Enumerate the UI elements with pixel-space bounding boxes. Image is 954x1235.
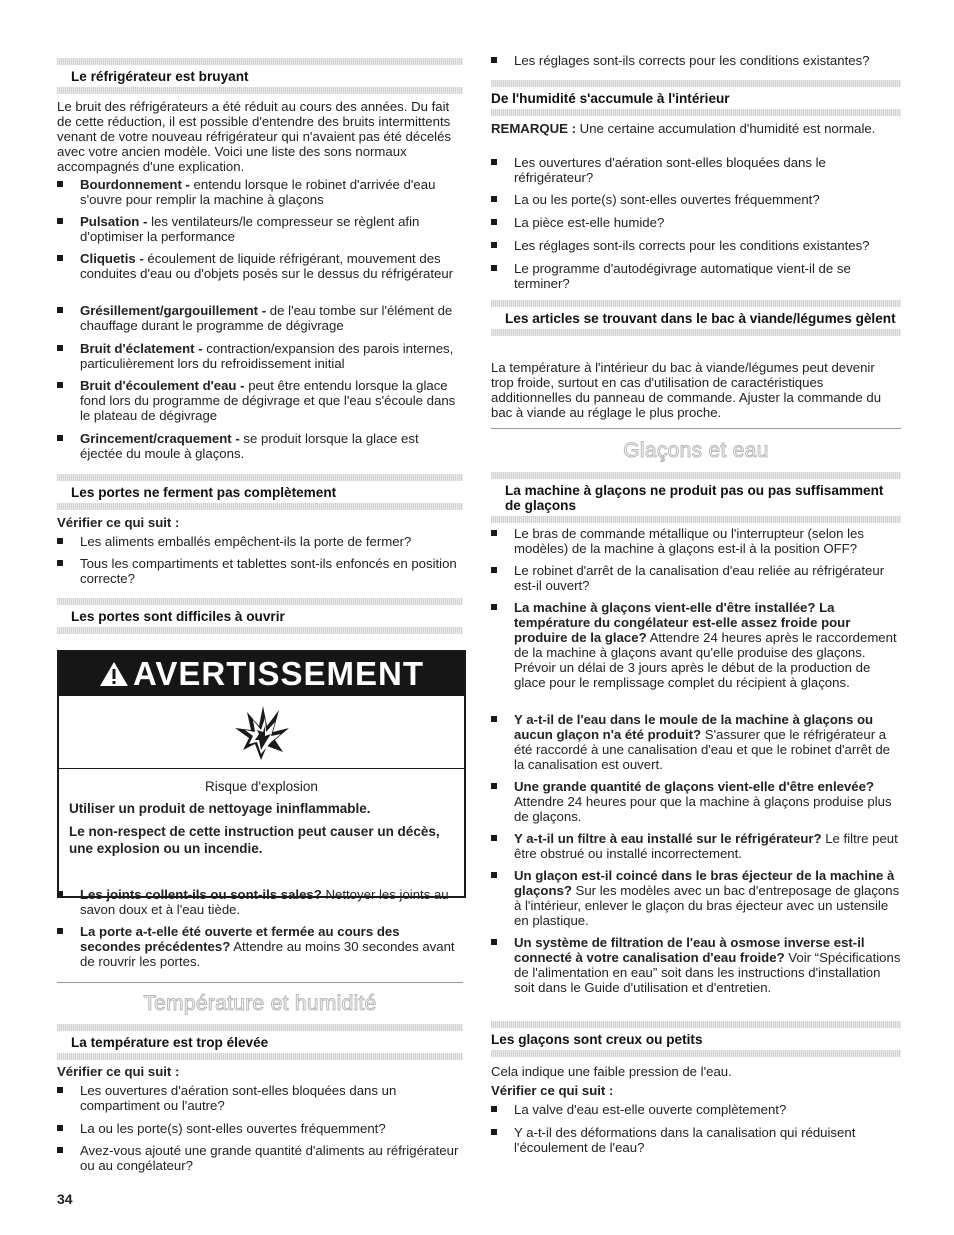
humidity-heading: De l'humidité s'accumule à l'intérieur xyxy=(491,80,901,116)
list-item: Un glaçon est-il coincé dans le bras éjecteur de la machine à glaçons? Sur les modèles avec un bac d'entreposage de glaçons à l'intérieur, enlever le glaçon du bras éjecteur avec un ustensile en plastique. xyxy=(491,868,901,928)
doors-hard-to-open-heading: Les portes sont difficiles à ouvrir xyxy=(57,598,463,634)
list-item: La pièce est-elle humide? xyxy=(491,215,901,230)
list-item: Cliquetis - écoulement de liquide réfrigérant, mouvement des conduites d'eau ou d'objets posés sur le dessus du réfrigérateur xyxy=(57,251,463,281)
list-item: Y a-t-il des déformations dans la canalisation qui réduisent l'écoulement de l'eau? xyxy=(491,1125,901,1155)
list-item: Une grande quantité de glaçons vient-elle d'être enlevée? Attendre 24 heures pour que la machine à glaçons produise plus de glaçons. xyxy=(491,779,901,824)
list-item: Le programme d'autodégivrage automatique vient-il de se terminer? xyxy=(491,261,901,291)
list-item: Grincement/craquement - se produit lorsque la glace est éjectée du moule à glaçons. xyxy=(57,431,463,461)
list-item: La porte a-t-elle été ouverte et fermée au cours des secondes précédentes? Attendre au moins 30 secondes avant de rouvrir les portes. xyxy=(57,924,463,969)
list-item: Pulsation - les ventilateurs/le compresseur se règlent afin d'optimiser la performance xyxy=(57,214,463,244)
list-item: Les ouvertures d'aération sont-elles bloquées dans le réfrigérateur? xyxy=(491,155,901,185)
explosion-symbol-area xyxy=(59,696,464,769)
list-item: Y a-t-il un filtre à eau installé sur le réfrigérateur? Le filtre peut être obstrué ou installé incorrectement. xyxy=(491,831,901,861)
section-title-ice: Glaçons et eau xyxy=(623,439,769,462)
heading-text: Le réfrigérateur est bruyant xyxy=(71,69,249,84)
list-item: Bourdonnement - entendu lorsque le robinet d'arrivée d'eau s'ouvre pour remplir la machine à glaçons xyxy=(57,177,463,207)
warning-line-1: Utiliser un produit de nettoyage ininflammable. xyxy=(69,801,371,816)
check-label: Vérifier ce qui suit : xyxy=(57,515,180,530)
ice-maker-heading: La machine à glaçons ne produit pas ou pas suffisamment de glaçons xyxy=(491,472,901,523)
warning-line-2: Le non-respect de cette instruction peut causer un décès, une explosion ou un incendie. xyxy=(69,824,440,856)
check-label: Vérifier ce qui suit : xyxy=(57,1064,180,1079)
list-item: Tous les compartiments et tablettes sont-ils enfoncés en position correcte? xyxy=(57,556,463,586)
divider xyxy=(57,982,463,983)
explosion-icon xyxy=(231,704,291,764)
list-item: La valve d'eau est-elle ouverte complètement? xyxy=(491,1102,901,1117)
warning-banner-text: AVERTISSEMENT xyxy=(132,655,425,692)
hollow-ice-text: Cela indique une faible pression de l'eau. xyxy=(491,1064,732,1079)
doors-not-closing-heading: Les portes ne ferment pas complètement xyxy=(57,474,463,510)
list-item: Les joints collent-ils ou sont-ils sales? Nettoyer les joints au savon doux et à l'eau tiède. xyxy=(57,887,463,917)
list-item: Les réglages sont-ils corrects pour les conditions existantes? xyxy=(491,53,901,68)
hollow-ice-heading: Les glaçons sont creux ou petits xyxy=(491,1021,901,1057)
list-item: Le robinet d'arrêt de la canalisation d'eau reliée au réfrigérateur est-il ouvert? xyxy=(491,563,901,593)
warning-box xyxy=(57,650,466,898)
warning-triangle-icon xyxy=(99,652,129,696)
list-item: Les réglages sont-ils corrects pour les conditions existantes? xyxy=(491,238,901,253)
section-title-temperature: Température et humidité xyxy=(143,992,377,1015)
list-item: La machine à glaçons vient-elle d'être installée? La température du congélateur est-elle assez froide pour produire de la glace? Attendre 24 heures après le raccordement de la machine à glaçons avant qu'elle produise des glaçons. Prévoir un délai de 3 jours après le début de la production de glace pour le remplissage complet du récipient à glaçons. xyxy=(491,600,901,690)
list-item: La ou les porte(s) sont-elles ouvertes fréquemment? xyxy=(57,1121,463,1136)
freezing-drawer-heading: Les articles se trouvant dans le bac à viande/légumes gèlent xyxy=(491,300,901,336)
list-item: Le bras de commande métallique ou l'interrupteur (selon les modèles) de la machine à glaçons est-il à la position OFF? xyxy=(491,526,901,556)
list-item: La ou les porte(s) sont-elles ouvertes fréquemment? xyxy=(491,192,901,207)
check-label: Vérifier ce qui suit : xyxy=(491,1083,614,1098)
list-item: Grésillement/gargouillement - de l'eau tombe sur l'élément de chauffage durant le programme de dégivrage xyxy=(57,303,463,333)
remark-text: REMARQUE : Une certaine accumulation d'humidité est normale. xyxy=(491,121,876,136)
list-item: Les ouvertures d'aération sont-elles bloquées dans un compartiment ou l'autre? xyxy=(57,1083,463,1113)
page-number: 34 xyxy=(57,1191,73,1207)
list-item: Un système de filtration de l'eau à osmose inverse est-il connecté à votre canalisation d'eau froide? Voir “Spécifications de l'alimentation en eau” soit dans les instructions d'installation soit dans le Guide d'utilisation et d'entretien. xyxy=(491,935,901,995)
noisy-intro-text: Le bruit des réfrigérateurs a été réduit au cours des années. Du fait de cette réduction, il est possible d'entendre des bruits intermittents venant de votre nouveau réfrigérateur qui n'avaient pas été décelés avec votre ancien modèle. Voici une liste des sons normaux accompagnés d'une explication. xyxy=(57,99,452,174)
divider xyxy=(491,428,901,429)
warning-banner xyxy=(59,652,464,696)
list-item: Les aliments emballés empêchent-ils la porte de fermer? xyxy=(57,534,463,549)
freezing-drawer-text: La température à l'intérieur du bac à viande/légumes peut devenir trop froide, surtout en cas d'utilisation de caractéristiques additionnelles du panneau de commande. Ajuster la commande du bac à viande au réglage le plus proche. xyxy=(491,360,882,420)
list-item: Bruit d'éclatement - contraction/expansion des parois internes, particulièrement lors du refroidissement initial xyxy=(57,341,463,371)
list-item: Bruit d'écoulement d'eau - peut être entendu lorsque la glace fond lors du programme de dégivrage et que l'eau s'écoule dans le plateau de dégivrage xyxy=(57,378,463,423)
list-item: Avez-vous ajouté une grande quantité d'aliments au réfrigérateur ou au congélateur? xyxy=(57,1143,463,1173)
risk-label: Risque d'explosion xyxy=(205,779,318,794)
temperature-high-heading: La température est trop élevée xyxy=(57,1024,463,1060)
noisy-fridge-heading xyxy=(57,58,463,94)
list-item: Y a-t-il de l'eau dans le moule de la machine à glaçons ou aucun glaçon n'a été produit? S'assurer que le réfrigérateur a été raccordé à une canalisation d'eau et que le robinet d'arrêt de la canalisation est ouvert. xyxy=(491,712,901,772)
